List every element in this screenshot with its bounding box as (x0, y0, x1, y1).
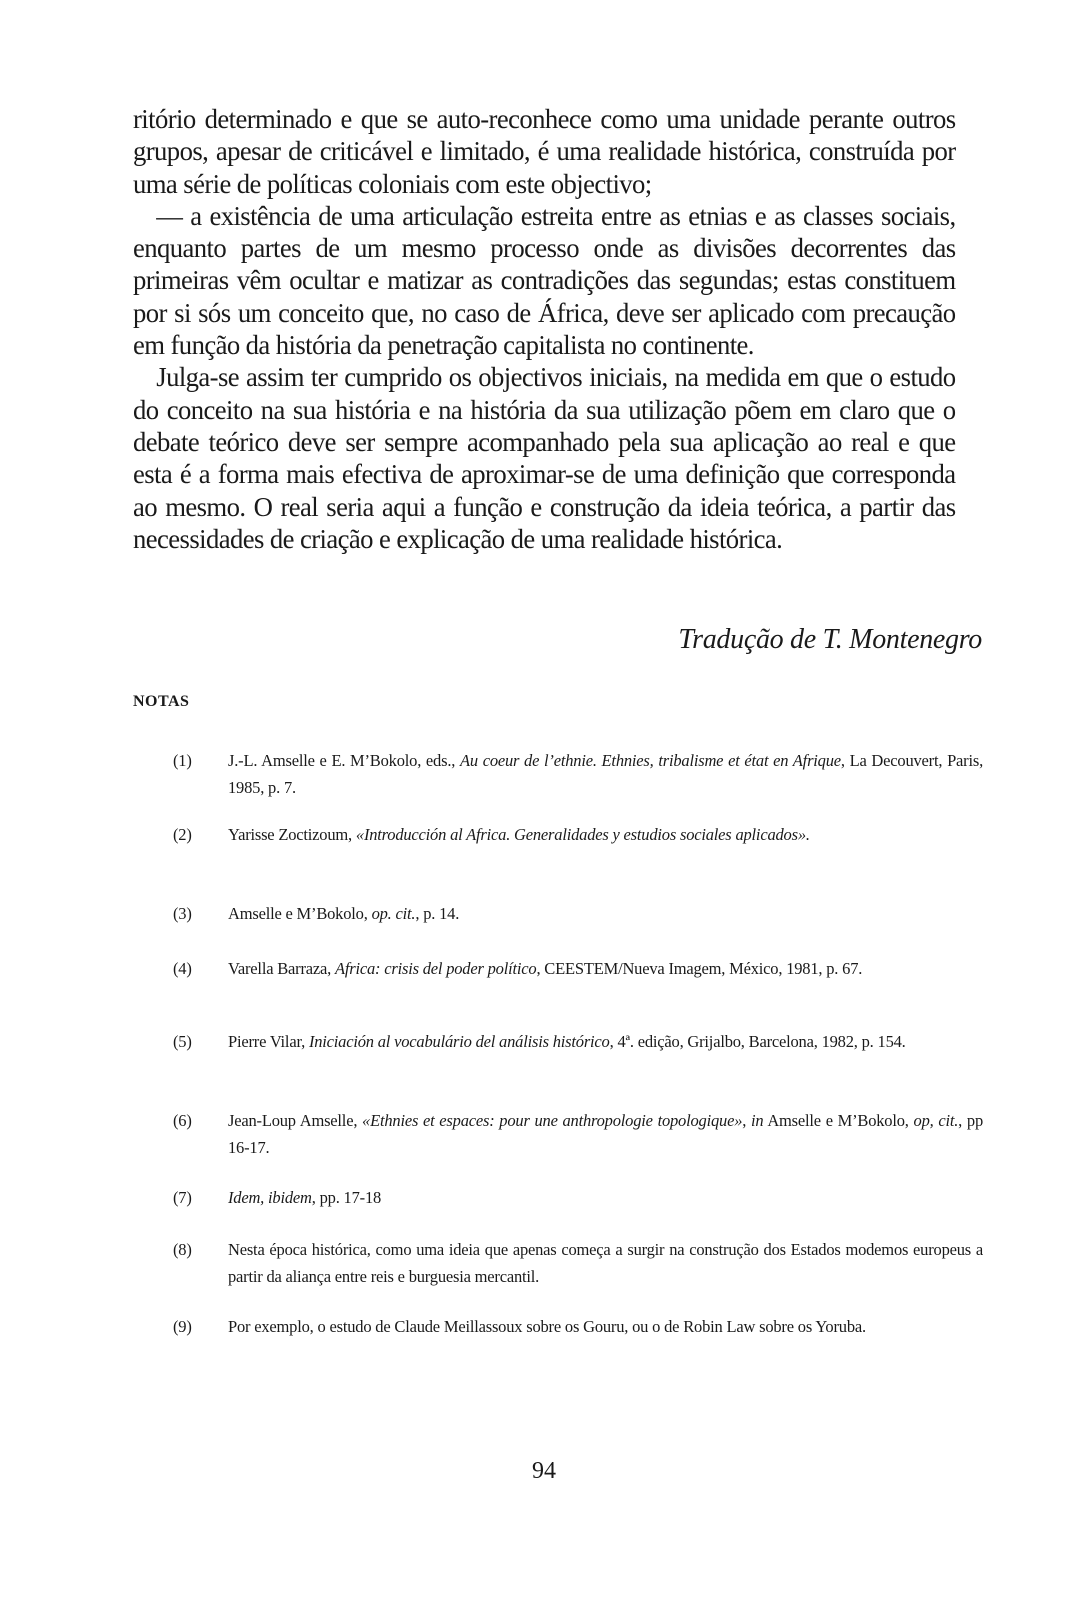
footnote-number: (4) (173, 959, 192, 978)
footnote-number: (5) (173, 1032, 192, 1051)
footnote-text (228, 1184, 983, 1211)
paragraph-conclusion: Julga-se assim ter cumprido os objectivos iniciais, na medida em que o estudo do conceito na sua história e na história da sua utilização põem em claro que o debate teórico deve ser sempre acompanhado pela sua aplicação ao real e que esta é a forma mais efectiva de aproximar-se de uma definição que corresponda ao mesmo. O real seria aqui a função e construção da ideia teórica, a partir das necessidades de criação e explicação de uma realidade histórica. (133, 361, 956, 554)
footnote-text (228, 821, 983, 848)
footnote-number: (8) (173, 1240, 192, 1259)
footnote-text (228, 1236, 983, 1290)
footnote-number: (1) (173, 751, 192, 770)
footnote-text-segment: , pp. 17-18 (311, 1188, 382, 1207)
footnote-text-segment: Amselle e M’Bokolo, (228, 904, 372, 923)
footnote-title-italic: op. cit. (371, 904, 416, 923)
footnote-item (173, 1313, 983, 1340)
footnote-text (228, 747, 983, 801)
footnote-title-italic: op, cit. (913, 1111, 959, 1130)
paragraph-continuation: ritório determinado e que se auto-reconhece como uma unidade perante outros grupos, apesar de criticável e limitado, é uma realidade histórica, construída por uma série de políticas coloniais com este objectivo; (133, 103, 956, 199)
notes-heading: NOTAS (133, 693, 190, 710)
footnote-number: (2) (173, 825, 192, 844)
footnote-text (228, 1313, 983, 1340)
footnote-text (228, 900, 983, 927)
footnote-item (173, 955, 983, 982)
footnote-text-segment: , 4ª. edição, Grijalbo, Barcelona, 1982, p. 154. (609, 1032, 906, 1051)
footnote-text (228, 1028, 983, 1055)
footnote-text-segment: , (742, 1111, 751, 1130)
footnote-title-italic: Iniciación al vocabulário del análisis histórico (308, 1032, 610, 1051)
footnote-text-segment: , p. 14. (415, 904, 460, 923)
footnote-text-segment: Yarisse Zoctizoum, (228, 825, 356, 844)
footnote-item (173, 747, 983, 801)
footnote-number: (6) (173, 1111, 192, 1130)
footnote-title-italic: «Ethnies et espaces: pour une anthropologie topologique» (362, 1111, 743, 1130)
footnote-number: (3) (173, 904, 192, 923)
footnote-title-italic: in (751, 1111, 764, 1130)
paragraph-list-item: — a existência de uma articulação estreita entre as etnias e as classes sociais, enquanto partes de um mesmo processo onde as divisões decorrentes das primeiras vêm ocultar e matizar as contradições das segundas; estas constituem por si sós um conceito que, no caso de África, deve ser aplicado com precaução em função da história da penetração capitalista no continente. (133, 199, 956, 361)
footnote-text-segment: Pierre Vilar, (228, 1032, 309, 1051)
footnote-text-segment: , CEESTEM/Nueva Imagem, México, 1981, p. 67. (536, 959, 863, 978)
footnote-item (173, 1184, 983, 1211)
footnote-number: (9) (173, 1317, 192, 1336)
footnote-text-segment: , pp 16-17. (228, 1111, 983, 1157)
footnote-title-italic: Africa: crisis del poder político (334, 959, 537, 978)
footnote-text-segment: Nesta época histórica, como uma ideia que apenas começa a surgir na construção dos Estados modemos europeus a partir da aliança entre reis e burguesia mercantil. (228, 1240, 983, 1286)
footnote-text-segment: Por exemplo, o estudo de Claude Meillassoux sobre os Gouru, ou o de Robin Law sobre os Yoruba. (228, 1317, 866, 1336)
footnote-item (173, 900, 983, 927)
footnote-item (173, 1028, 983, 1055)
footnote-text-segment: , La Decouvert, Paris, 1985, p. 7. (228, 751, 983, 797)
footnote-number: (7) (173, 1188, 192, 1207)
footnote-text-segment: Amselle e M’Bokolo, (763, 1111, 914, 1130)
footnote-item (173, 821, 983, 848)
page-number: 94 (532, 1458, 556, 1484)
footnote-text (228, 1107, 983, 1161)
footnote-text-segment: Varella Barraza, (228, 959, 335, 978)
footnote-text-segment: J.-L. Amselle e E. M’Bokolo, eds., (228, 751, 460, 770)
footnote-text (228, 955, 983, 982)
body-text (133, 103, 956, 555)
footnote-title-italic: «Introducción al Africa. Generalidades y estudios sociales aplicados». (355, 825, 810, 844)
translator-credit: Tradução de T. Montenegro (678, 624, 982, 655)
footnote-item (173, 1107, 983, 1161)
footnote-text-segment: Jean-Loup Amselle, (228, 1111, 363, 1130)
footnote-item (173, 1236, 983, 1290)
footnote-title-italic: Au coeur de l’ethnie. Ethnies, tribalisme et état en Afrique (459, 751, 841, 770)
footnote-title-italic: Idem, ibidem (228, 1188, 312, 1207)
